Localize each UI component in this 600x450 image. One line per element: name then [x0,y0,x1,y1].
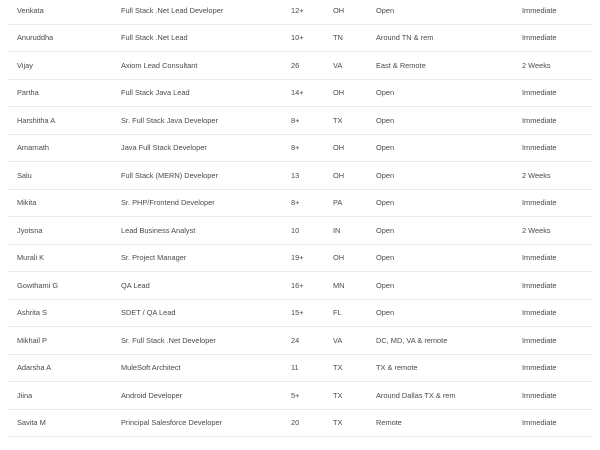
candidate-name: Savita M [8,409,121,437]
candidate-availability: Immediate [522,79,592,107]
candidate-relocation: Open [376,244,522,272]
candidate-table [8,0,592,437]
table-row [8,217,592,245]
candidate-experience: 11 [291,354,333,382]
candidate-role: Lead Business Analyst [121,217,291,245]
candidate-relocation: Open [376,217,522,245]
candidate-availability: Immediate [522,272,592,300]
candidate-name: Amarnath [8,134,121,162]
candidate-relocation: East & Remote [376,52,522,80]
candidate-location: TN [333,24,376,52]
candidate-experience: 10 [291,217,333,245]
candidate-name: Adarsha A [8,354,121,382]
candidate-location: PA [333,189,376,217]
candidate-relocation: Open [376,0,522,24]
candidate-role: Full Stack Java Lead [121,79,291,107]
candidate-location: OH [333,79,376,107]
table-row [8,52,592,80]
candidate-role: Sr. Full Stack Java Developer [121,107,291,135]
candidate-experience: 16+ [291,272,333,300]
candidate-table-body [8,0,592,437]
candidate-role: QA Lead [121,272,291,300]
candidate-role: Sr. Full Stack .Net Developer [121,327,291,355]
candidate-role: Full Stack (MERN) Developer [121,162,291,190]
table-row [8,162,592,190]
candidate-availability: Immediate [522,24,592,52]
candidate-availability: 2 Weeks [522,217,592,245]
candidate-relocation: Open [376,107,522,135]
candidate-name: Partha [8,79,121,107]
candidate-table-container [8,0,592,437]
candidate-name: Vijay [8,52,121,80]
right-margin [592,0,600,450]
candidate-location: TX [333,382,376,410]
candidate-location: IN [333,217,376,245]
candidate-name: Harshitha A [8,107,121,135]
candidate-location: OH [333,0,376,24]
candidate-availability: Immediate [522,354,592,382]
candidate-location: TX [333,107,376,135]
candidate-experience: 26 [291,52,333,80]
candidate-name: Venkata [8,0,121,24]
candidate-location: OH [333,162,376,190]
candidate-role: Principal Salesforce Developer [121,409,291,437]
candidate-name: Ashrita S [8,299,121,327]
candidate-experience: 24 [291,327,333,355]
candidate-availability: Immediate [522,189,592,217]
table-row [8,0,592,24]
table-row [8,24,592,52]
candidate-location: TX [333,354,376,382]
candidate-role: MuleSoft Architect [121,354,291,382]
candidate-availability: Immediate [522,409,592,437]
table-row [8,134,592,162]
candidate-experience: 8+ [291,189,333,217]
candidate-availability: Immediate [522,327,592,355]
candidate-experience: 12+ [291,0,333,24]
table-row [8,354,592,382]
candidate-name: Anuruddha [8,24,121,52]
candidate-experience: 10+ [291,24,333,52]
candidate-availability: Immediate [522,107,592,135]
candidate-name: Jyotsna [8,217,121,245]
candidate-name: Salu [8,162,121,190]
candidate-experience: 14+ [291,79,333,107]
candidate-experience: 15+ [291,299,333,327]
table-row [8,107,592,135]
candidate-availability: 2 Weeks [522,52,592,80]
candidate-experience: 8+ [291,107,333,135]
candidate-relocation: Open [376,189,522,217]
table-row [8,189,592,217]
candidate-role: Sr. PHP/Frontend Developer [121,189,291,217]
candidate-name: Mikita [8,189,121,217]
candidate-experience: 20 [291,409,333,437]
candidate-role: SDET / QA Lead [121,299,291,327]
candidate-availability: Immediate [522,382,592,410]
candidate-name: Murali K [8,244,121,272]
candidate-availability: Immediate [522,299,592,327]
candidate-experience: 5+ [291,382,333,410]
table-row [8,327,592,355]
candidate-relocation: Open [376,134,522,162]
table-row [8,299,592,327]
candidate-role: Sr. Project Manager [121,244,291,272]
candidate-location: FL [333,299,376,327]
candidate-availability: Immediate [522,244,592,272]
table-row [8,382,592,410]
candidate-location: TX [333,409,376,437]
candidate-relocation: Around TN & rem [376,24,522,52]
candidate-name: Gowthami G [8,272,121,300]
candidate-availability: 2 Weeks [522,162,592,190]
table-row [8,79,592,107]
candidate-relocation: Open [376,299,522,327]
candidate-role: Android Developer [121,382,291,410]
candidate-role: Full Stack .Net Lead [121,24,291,52]
table-row [8,409,592,437]
candidate-role: Java Full Stack Developer [121,134,291,162]
candidate-experience: 8+ [291,134,333,162]
candidate-relocation: Open [376,272,522,300]
candidate-availability: Immediate [522,0,592,24]
candidate-relocation: Open [376,79,522,107]
candidate-location: VA [333,52,376,80]
candidate-relocation: Around Dallas TX & rem [376,382,522,410]
candidate-relocation: DC, MD, VA & remote [376,327,522,355]
candidate-experience: 19+ [291,244,333,272]
candidate-relocation: TX & remote [376,354,522,382]
table-row [8,244,592,272]
candidate-relocation: Open [376,162,522,190]
candidate-role: Axiom Lead Consultant [121,52,291,80]
candidate-availability: Immediate [522,134,592,162]
candidate-location: OH [333,134,376,162]
candidate-role: Full Stack .Net Lead Developer [121,0,291,24]
candidate-location: VA [333,327,376,355]
candidate-location: MN [333,272,376,300]
candidate-name: Jiina [8,382,121,410]
candidate-name: Mikhail P [8,327,121,355]
candidate-location: OH [333,244,376,272]
candidate-experience: 13 [291,162,333,190]
table-row [8,272,592,300]
candidate-relocation: Remote [376,409,522,437]
